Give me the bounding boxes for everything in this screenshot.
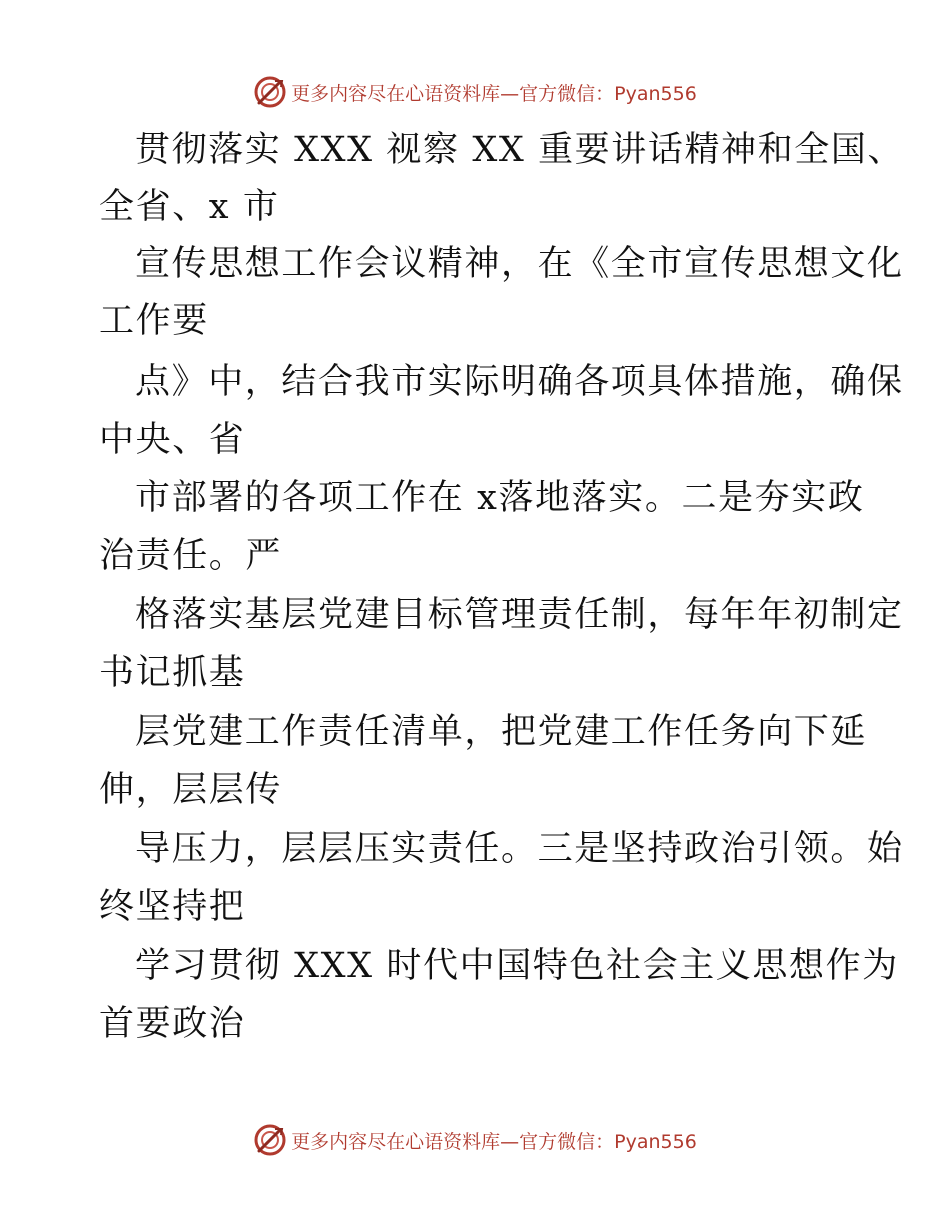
footer-banner-text: 更多内容尽在心语资料库—官方微信：Pyan556: [291, 1130, 697, 1153]
paragraph-line: 工作要: [99, 301, 209, 341]
paragraph-line: 贯彻落实 XXX 视察 XX 重要讲话精神和全国、: [135, 130, 905, 170]
header-banner: [0, 72, 950, 112]
header-banner-text: 更多内容尽在心语资料库—官方微信：Pyan556: [291, 82, 697, 105]
paragraph-line: 首要政治: [99, 1004, 246, 1044]
footer-banner: [0, 1120, 950, 1160]
paragraph-line: 导压力，层层压实责任。三是坚持政治引领。始: [135, 829, 904, 869]
paragraph-line: 终坚持把: [99, 887, 246, 927]
paragraph-line: 点》中，结合我市实际明确各项具体措施，确保: [135, 362, 904, 402]
brush-seal-icon: [253, 1123, 287, 1157]
paragraph-line: 市部署的各项工作在 x落地落实。二是夯实政: [135, 478, 865, 518]
paragraph-line: 宣传思想工作会议精神，在《全市宣传思想文化: [135, 244, 904, 284]
paragraph-line: 伸，层层传: [99, 770, 283, 810]
paragraph-line: 全省、x 市: [99, 187, 280, 227]
paragraph-line: 格落实基层党建目标管理责任制，每年年初制定: [135, 595, 904, 635]
paragraph-line: 中央、省: [99, 420, 246, 460]
paragraph-line: 学习贯彻 XXX 时代中国特色社会主义思想作为: [135, 946, 899, 986]
paragraph-line: 书记抓基: [99, 653, 246, 693]
paragraph-line: 治责任。严: [99, 536, 283, 576]
brush-seal-icon: [253, 75, 287, 109]
paragraph-line: 层党建工作责任清单，把党建工作任务向下延: [135, 712, 868, 752]
